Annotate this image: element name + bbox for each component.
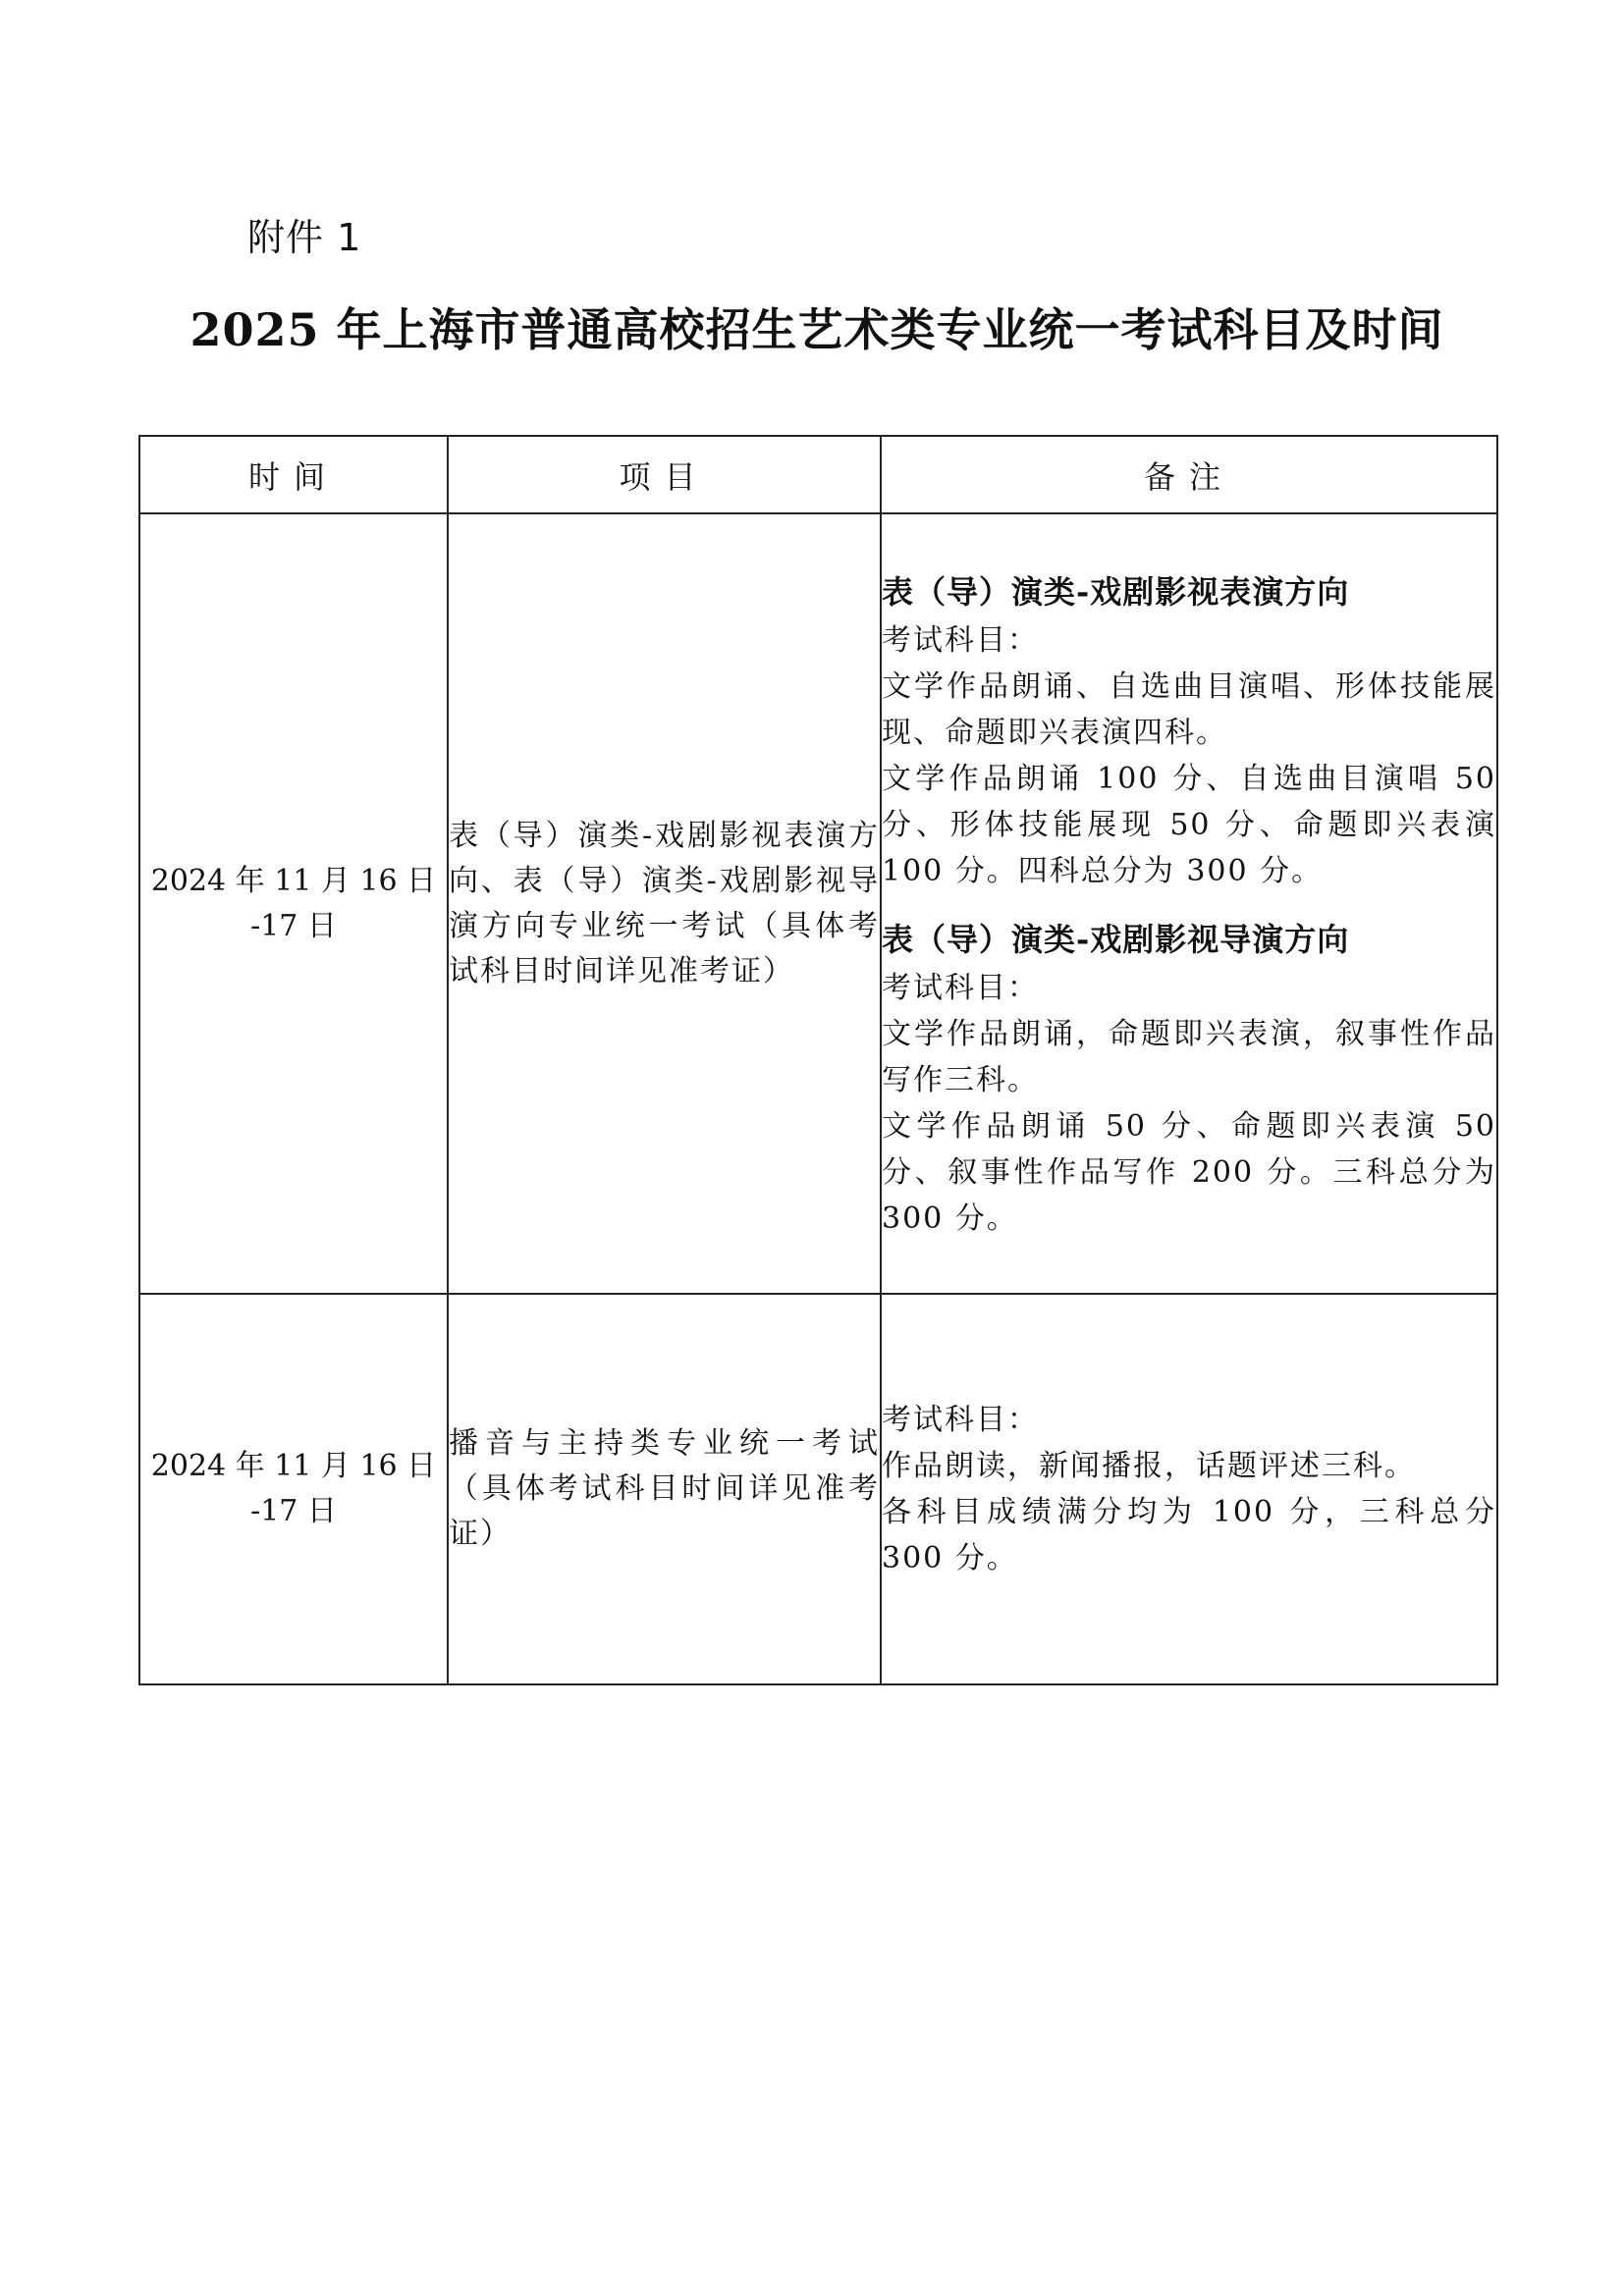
table-header-row — [139, 436, 1497, 513]
note-scores: 文学作品朗诵 50 分、命题即兴表演 50 分、叙事性作品写作 200 分。三科总分为 300 分。 — [882, 1108, 1496, 1236]
note-subjects-label: 考试科目： — [882, 970, 1039, 1005]
note-scores: 各科目成绩满分均为 100 分，三科总分 300 分。 — [882, 1495, 1496, 1575]
header-time: 时间 — [139, 436, 448, 513]
notes-cell — [881, 513, 1497, 1294]
table-row — [139, 513, 1497, 1294]
attachment-label: 附件 1 — [247, 216, 362, 259]
notes-cell — [881, 1294, 1497, 1684]
note-subjects-label: 考试科目： — [882, 622, 1039, 658]
time-cell: 2024 年 11 月 16 日 -17 日 — [139, 513, 448, 1294]
note-subjects: 文学作品朗诵、自选曲目演唱、形体技能展现、命题即兴表演四科。 — [882, 668, 1496, 750]
exam-schedule-table — [138, 435, 1498, 1685]
note-subjects-label: 考试科目： — [882, 1403, 1039, 1437]
note-heading-performance: 表（导）演类-戏剧影视表演方向 — [882, 572, 1350, 611]
table-row — [139, 1294, 1497, 1684]
header-notes: 备注 — [881, 436, 1497, 513]
item-cell: 表（导）演类-戏剧影视表演方向、表（导）演类-戏剧影视导演方向专业统一考试（具体考试科目时间详见准考证） — [448, 513, 881, 1294]
note-heading-directing: 表（导）演类-戏剧影视导演方向 — [882, 920, 1350, 958]
note-subjects: 作品朗读，新闻播报，话题评述三科。 — [882, 1449, 1416, 1483]
time-cell: 2024 年 11 月 16 日 -17 日 — [139, 1294, 448, 1684]
item-cell: 播音与主持类专业统一考试（具体考试科目时间详见准考证） — [448, 1294, 881, 1684]
note-subjects: 文学作品朗诵，命题即兴表演，叙事性作品写作三科。 — [882, 1016, 1496, 1097]
header-item: 项目 — [448, 436, 881, 513]
note-scores: 文学作品朗诵 100 分、自选曲目演唱 50 分、形体技能展现 50 分、命题即兴表演 100 分。四科总分为 300 分。 — [882, 761, 1496, 888]
document-title: 2025 年上海市普通高校招生艺术类专业统一考试科目及时间 — [189, 303, 1444, 356]
spacer — [882, 894, 1496, 914]
